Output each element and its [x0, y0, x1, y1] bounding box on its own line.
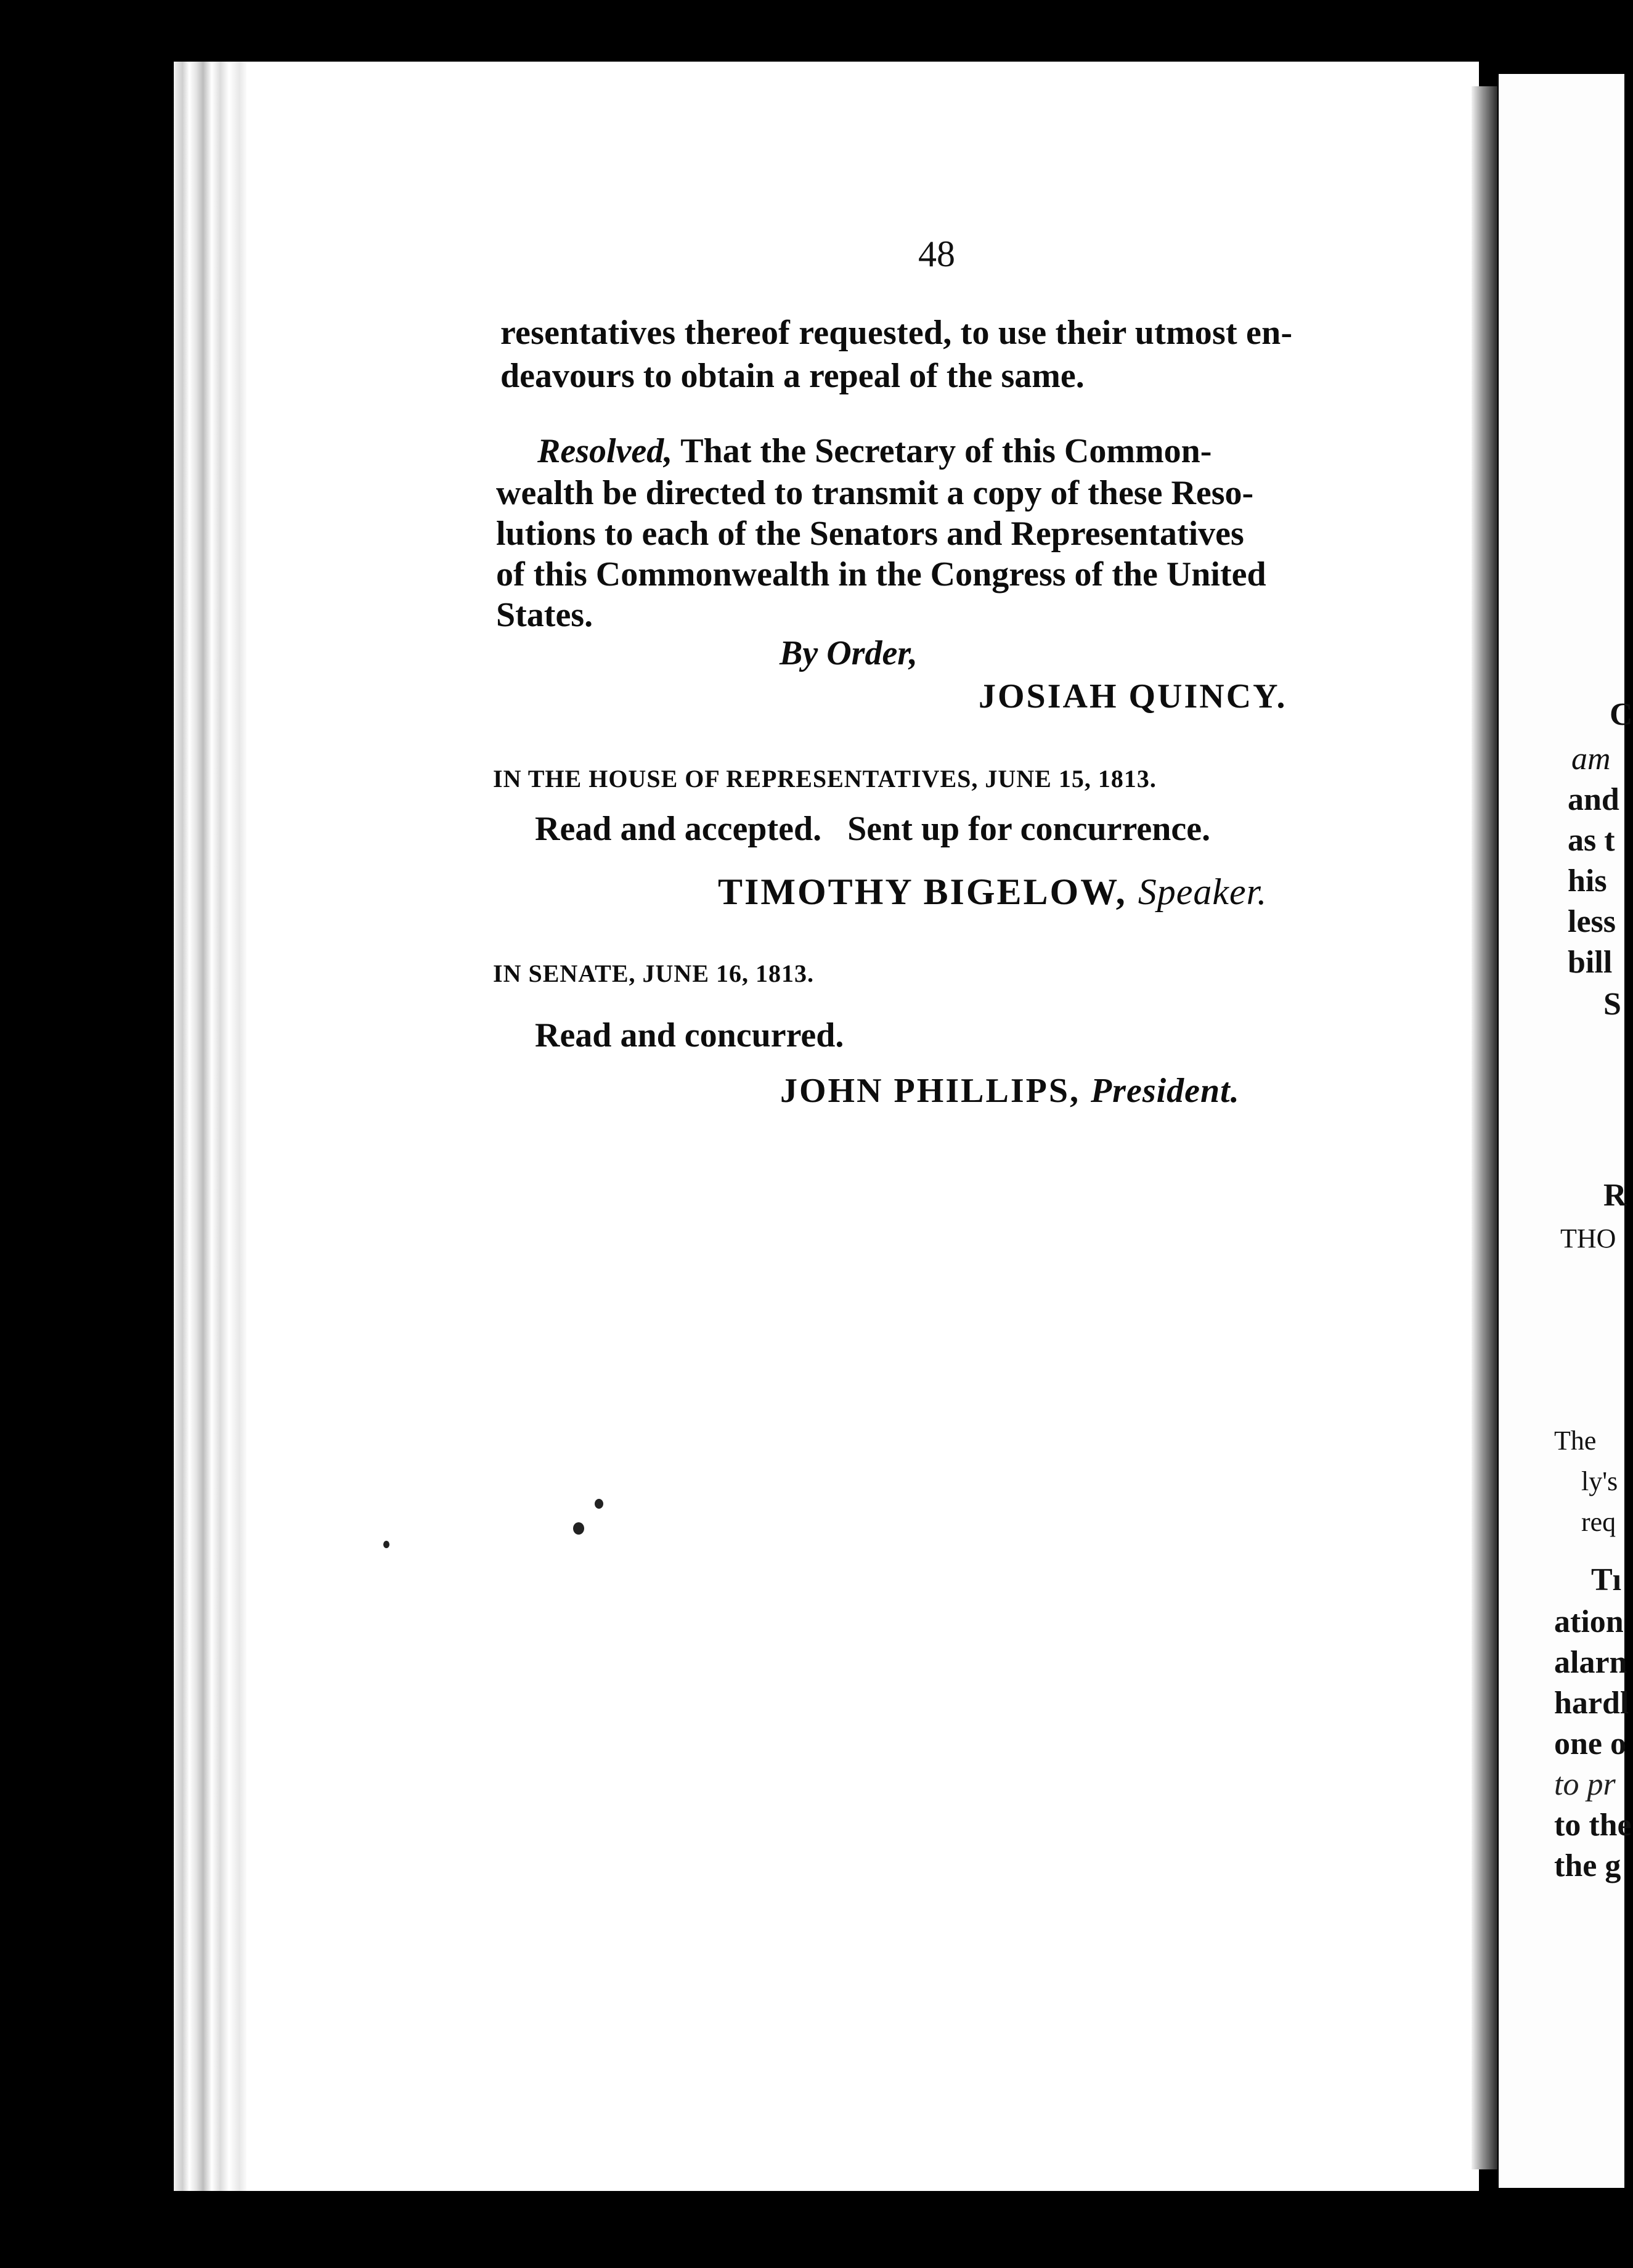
house-signer-name: TIMOTHY BIGELOW, — [718, 871, 1127, 912]
senate-signer — [780, 1071, 1240, 1111]
facing-line: bill — [1568, 945, 1613, 980]
facing-line: ly's — [1581, 1466, 1618, 1496]
senate-signer-title: President. — [1090, 1072, 1240, 1110]
house-heading: IN THE HOUSE OF REPRESENTATIVES, JUNE 15, 1813. — [493, 765, 1157, 793]
resolution-line: wealth be directed to transmit a copy of these Reso- — [496, 474, 1254, 512]
body-line: deavours to obtain a repeal of the same. — [500, 357, 1085, 395]
facing-page-fragment — [1499, 74, 1633, 2188]
ink-speck — [573, 1522, 584, 1535]
facing-line: am — [1571, 741, 1611, 777]
facing-line: the g — [1554, 1848, 1621, 1883]
facing-line: and — [1568, 782, 1619, 817]
facing-line: C — [1610, 697, 1633, 732]
facing-line: S — [1603, 987, 1621, 1022]
facing-line: Tı — [1591, 1562, 1622, 1597]
facing-line: less — [1568, 904, 1616, 939]
ink-speck — [595, 1499, 603, 1509]
senate-signer-name: JOHN PHILLIPS, — [780, 1072, 1080, 1110]
resolved-word: Resolved, — [537, 432, 673, 470]
facing-line: alarn — [1554, 1645, 1627, 1680]
resolution-text: That the Secretary of this Common- — [672, 432, 1212, 470]
signer-josiah-quincy: JOSIAH QUINCY. — [979, 677, 1287, 716]
page-number: 48 — [918, 234, 955, 274]
facing-line: hardl — [1554, 1686, 1629, 1721]
by-order: By Order, — [780, 634, 918, 672]
page — [246, 62, 1479, 2191]
house-signer — [718, 871, 1267, 913]
facing-line: to pr — [1554, 1767, 1616, 1802]
resolution-line: lutions to each of the Senators and Representatives — [496, 515, 1244, 553]
senate-action: Read and concurred. — [535, 1016, 844, 1054]
ink-speck — [383, 1541, 389, 1548]
resolution-line — [537, 431, 1212, 471]
house-action: Read and accepted. Sent up for concurrence. — [535, 810, 1211, 848]
house-signer-title: Speaker. — [1138, 871, 1268, 912]
facing-line: The — [1554, 1426, 1597, 1456]
senate-heading: IN SENATE, JUNE 16, 1813. — [493, 960, 814, 987]
facing-line: req — [1581, 1507, 1616, 1537]
facing-line: one o — [1554, 1726, 1626, 1761]
resolution-line: States. — [496, 596, 593, 634]
facing-line: R — [1603, 1178, 1627, 1213]
facing-line: as t — [1568, 823, 1615, 858]
resolution-line: of this Commonwealth in the Congress of the United — [496, 555, 1266, 594]
page-gutter-shadow — [1472, 86, 1497, 2169]
facing-line: ation — [1554, 1604, 1624, 1639]
facing-line: to the — [1554, 1808, 1632, 1843]
body-line: resentatives thereof requested, to use their utmost en- — [500, 314, 1293, 352]
facing-line: THO — [1560, 1223, 1616, 1254]
facing-line: his — [1568, 863, 1607, 899]
